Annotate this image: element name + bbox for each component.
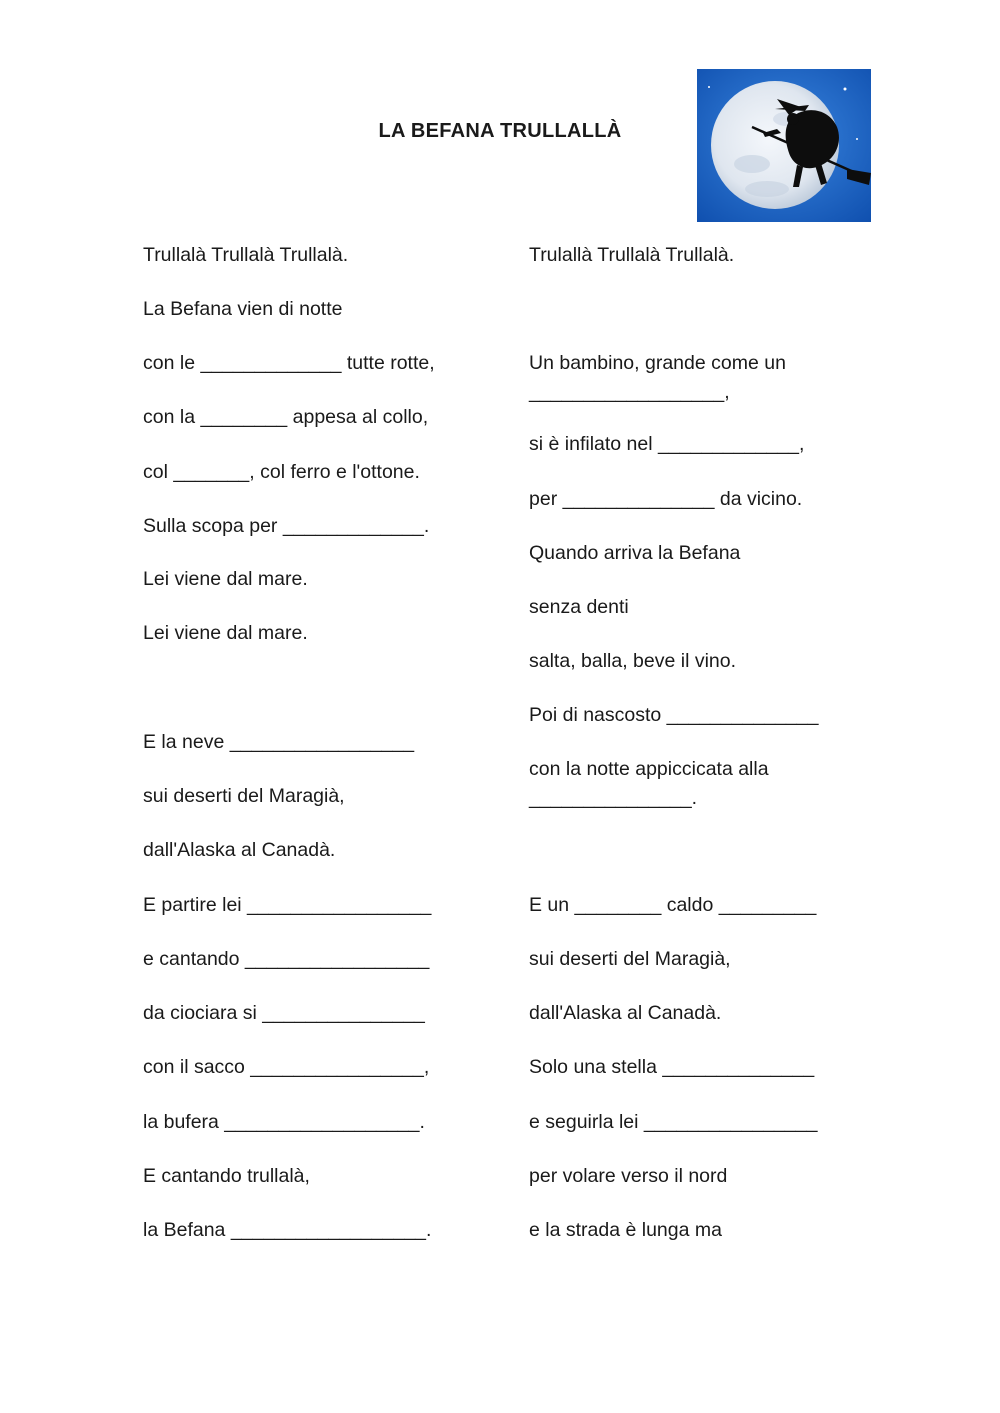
lyric-line: salta, balla, beve il vino. xyxy=(529,650,737,672)
lyric-line: _______________. xyxy=(529,787,698,809)
witch-on-broom-moon-icon xyxy=(697,69,871,222)
lyric-line: la bufera __________________. xyxy=(143,1111,425,1133)
lyric-line: Lei viene dal mare. xyxy=(143,568,308,590)
lyric-line: e seguirla lei ________________ xyxy=(529,1111,818,1133)
lyric-line: per volare verso il nord xyxy=(529,1165,728,1187)
lyric-line: la Befana __________________. xyxy=(143,1219,432,1241)
lyric-line: dall'Alaska al Canadà. xyxy=(529,1002,722,1024)
lyric-line: Quando arriva la Befana xyxy=(529,542,741,564)
page-title: LA BEFANA TRULLALLÀ xyxy=(378,120,622,142)
lyric-line: Trulallà Trullalà Trullalà. xyxy=(529,244,735,266)
lyric-line: Trullalà Trullalà Trullalà. xyxy=(143,244,349,266)
lyric-line: Solo una stella ______________ xyxy=(529,1056,815,1078)
lyric-line: da ciociara si _______________ xyxy=(143,1002,425,1024)
lyric-line: E la neve _________________ xyxy=(143,731,415,753)
lyric-line: e la strada è lunga ma xyxy=(529,1219,722,1241)
lyric-line: col _______, col ferro e l'ottone. xyxy=(143,461,420,483)
lyric-line: E un ________ caldo _________ xyxy=(529,894,817,916)
lyric-line: Sulla scopa per _____________. xyxy=(143,515,430,537)
lyric-line: __________________, xyxy=(529,381,730,403)
lyric-line: dall'Alaska al Canadà. xyxy=(143,839,336,861)
lyric-line: sui deserti del Maragià, xyxy=(529,948,731,970)
lyric-line: con la notte appiccicata alla xyxy=(529,758,769,780)
lyric-line: e cantando _________________ xyxy=(143,948,430,970)
lyric-line: Poi di nascosto ______________ xyxy=(529,704,819,726)
lyric-line: sui deserti del Maragià, xyxy=(143,785,345,807)
lyric-line: con la ________ appesa al collo, xyxy=(143,406,429,428)
lyric-line: Lei viene dal mare. xyxy=(143,622,308,644)
lyric-line: con le _____________ tutte rotte, xyxy=(143,352,435,374)
lyric-line: La Befana vien di notte xyxy=(143,298,343,320)
lyric-line: E cantando trullalà, xyxy=(143,1165,310,1187)
lyric-line: con il sacco ________________, xyxy=(143,1056,430,1078)
lyric-line: Un bambino, grande come un xyxy=(529,352,786,374)
lyric-line: E partire lei _________________ xyxy=(143,894,432,916)
lyric-line: per ______________ da vicino. xyxy=(529,488,803,510)
lyric-line: senza denti xyxy=(529,596,629,618)
lyric-line: si è infilato nel _____________, xyxy=(529,433,805,455)
